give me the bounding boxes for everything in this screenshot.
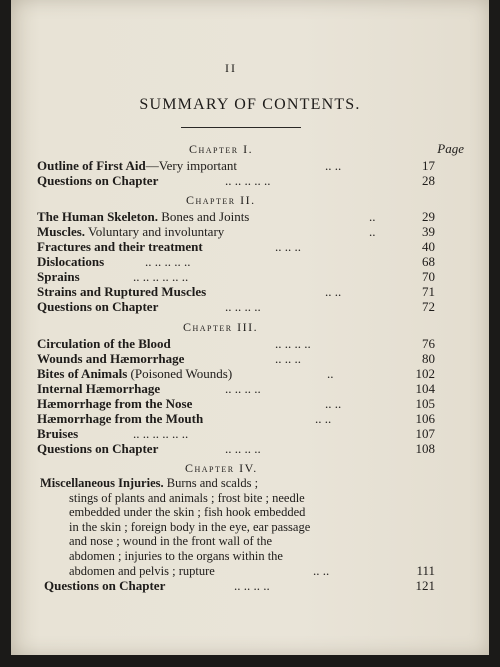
toc-entry bbox=[37, 381, 437, 396]
leader-dots: .. .. .. .. .. bbox=[145, 254, 191, 269]
entry-page-number: 72 bbox=[422, 299, 435, 314]
entry-subtitle: —Very important bbox=[145, 158, 238, 173]
entry-title: Fractures and their treatment bbox=[37, 239, 203, 254]
leader-dots: .. .. bbox=[325, 284, 342, 299]
page-column-heading: Page bbox=[437, 141, 464, 156]
leader-dots: .. .. bbox=[315, 411, 332, 426]
entry-page-number: 80 bbox=[422, 351, 435, 366]
entry-page-number: 29 bbox=[422, 209, 435, 224]
entry-title: Wounds and Hæmorrhage bbox=[37, 351, 185, 366]
title-rule bbox=[181, 127, 301, 128]
entry-page-number: 71 bbox=[422, 284, 435, 299]
leader-dots: .. .. .. .. bbox=[225, 381, 261, 396]
entry-page-number: 111 bbox=[416, 563, 435, 578]
entry-page-number: 102 bbox=[415, 366, 435, 381]
toc-entry bbox=[37, 336, 437, 351]
entry-page-number: 121 bbox=[415, 578, 435, 593]
entry-title: Bruises bbox=[37, 426, 79, 441]
entry-title: Questions on Chapter bbox=[44, 578, 166, 593]
entry-page-number: 106 bbox=[415, 411, 435, 426]
toc-entry bbox=[37, 411, 437, 426]
leader-dots: .. .. .. bbox=[275, 239, 301, 254]
entry-page-number: 105 bbox=[415, 396, 435, 411]
toc-entry bbox=[37, 426, 437, 441]
leader-dots: .. .. .. .. bbox=[275, 336, 311, 351]
leader-dots: .. .. .. .. .. .. bbox=[133, 426, 189, 441]
entry-title: Outline of First Aid bbox=[37, 158, 146, 173]
chapter-heading: Chapter IV. bbox=[185, 461, 258, 475]
entry-page-number: 70 bbox=[422, 269, 435, 284]
toc-entry bbox=[37, 269, 437, 284]
folio-number: II bbox=[225, 61, 237, 75]
entry-title: Sprains bbox=[37, 269, 80, 284]
toc-entry bbox=[37, 158, 437, 173]
entry-text-line: and nose ; wound in the front wall of the bbox=[69, 534, 273, 549]
chapter-heading: Chapter II. bbox=[186, 193, 256, 207]
entry-title: Hæmorrhage from the Mouth bbox=[37, 411, 204, 426]
entry-title: Questions on Chapter bbox=[37, 441, 159, 456]
toc-entry bbox=[44, 578, 444, 593]
toc-entry bbox=[37, 299, 437, 314]
chapter-heading: Chapter I. bbox=[189, 142, 254, 156]
entry-subtitle: Bones and Joints bbox=[158, 209, 250, 224]
entry-page-number: 40 bbox=[422, 239, 435, 254]
entry-title: Questions on Chapter bbox=[37, 173, 159, 188]
entry-title: Internal Hæmorrhage bbox=[37, 381, 161, 396]
leader-dots: .. bbox=[327, 366, 334, 381]
entry-page-number: 107 bbox=[415, 426, 435, 441]
toc-entry bbox=[37, 173, 437, 188]
chapter-heading: Chapter III. bbox=[183, 320, 259, 334]
entry-title: Muscles. bbox=[37, 224, 86, 239]
entry-text-line: abdomen ; injuries to the organs within the bbox=[69, 548, 283, 563]
entry-text-line: Burns and scalds ; bbox=[163, 476, 259, 490]
entry-title: Circulation of the Blood bbox=[37, 336, 171, 351]
entry-title: Miscellaneous Injuries. bbox=[40, 476, 164, 490]
entry-title: Dislocations bbox=[37, 254, 105, 269]
leader-dots: .. .. .. .. bbox=[225, 299, 261, 314]
toc-entry bbox=[37, 284, 437, 299]
entry-page-number: 76 bbox=[422, 336, 435, 351]
leader-dots: .. bbox=[369, 209, 376, 224]
entry-text-line: abdomen and pelvis ; rupture bbox=[69, 563, 215, 578]
entry-title: Questions on Chapter bbox=[37, 299, 159, 314]
toc-entry bbox=[37, 239, 437, 254]
entry-text-line: stings of plants and animals ; frost bite ; needle bbox=[69, 490, 305, 505]
entry-title: Strains and Ruptured Muscles bbox=[37, 284, 207, 299]
entry-subtitle: (Poisoned Wounds) bbox=[127, 366, 233, 381]
leader-dots: .. .. bbox=[325, 396, 342, 411]
leader-dots: .. .. .. .. bbox=[234, 578, 270, 593]
toc-entry bbox=[37, 224, 437, 239]
page-title: SUMMARY OF CONTENTS. bbox=[139, 96, 361, 113]
leader-dots: .. .. .. .. bbox=[225, 441, 261, 456]
leader-dots: .. bbox=[369, 224, 376, 239]
leader-dots: .. .. .. bbox=[275, 351, 301, 366]
entry-page-number: 104 bbox=[415, 381, 435, 396]
entry-page-number: 108 bbox=[415, 441, 435, 456]
entry-subtitle: Voluntary and involuntary bbox=[85, 224, 225, 239]
entry-page-number: 17 bbox=[422, 158, 435, 173]
toc-entry bbox=[37, 351, 437, 366]
leader-dots: .. .. .. .. .. bbox=[225, 173, 271, 188]
leader-dots: .. .. .. .. .. .. bbox=[133, 269, 189, 284]
toc-entry bbox=[37, 209, 437, 224]
entry-title: Hæmorrhage from the Nose bbox=[37, 396, 193, 411]
toc-entry bbox=[37, 254, 437, 269]
entry-title: Bites of Animals bbox=[37, 366, 128, 381]
entry-page-number: 39 bbox=[422, 224, 435, 239]
toc-entry bbox=[37, 396, 437, 411]
toc-entry bbox=[37, 441, 437, 456]
entry-page-number: 28 bbox=[422, 173, 435, 188]
entry-page-number: 68 bbox=[422, 254, 435, 269]
entry-title: The Human Skeleton. bbox=[37, 209, 158, 224]
entry-text-line: embedded under the skin ; fish hook embedded bbox=[69, 505, 306, 520]
toc-entry bbox=[37, 366, 437, 381]
book-page bbox=[11, 0, 489, 655]
leader-dots: .. .. bbox=[325, 158, 342, 173]
leader-dots: .. .. bbox=[313, 563, 330, 578]
entry-text-line: in the skin ; foreign body in the eye, ear passage bbox=[69, 519, 311, 534]
